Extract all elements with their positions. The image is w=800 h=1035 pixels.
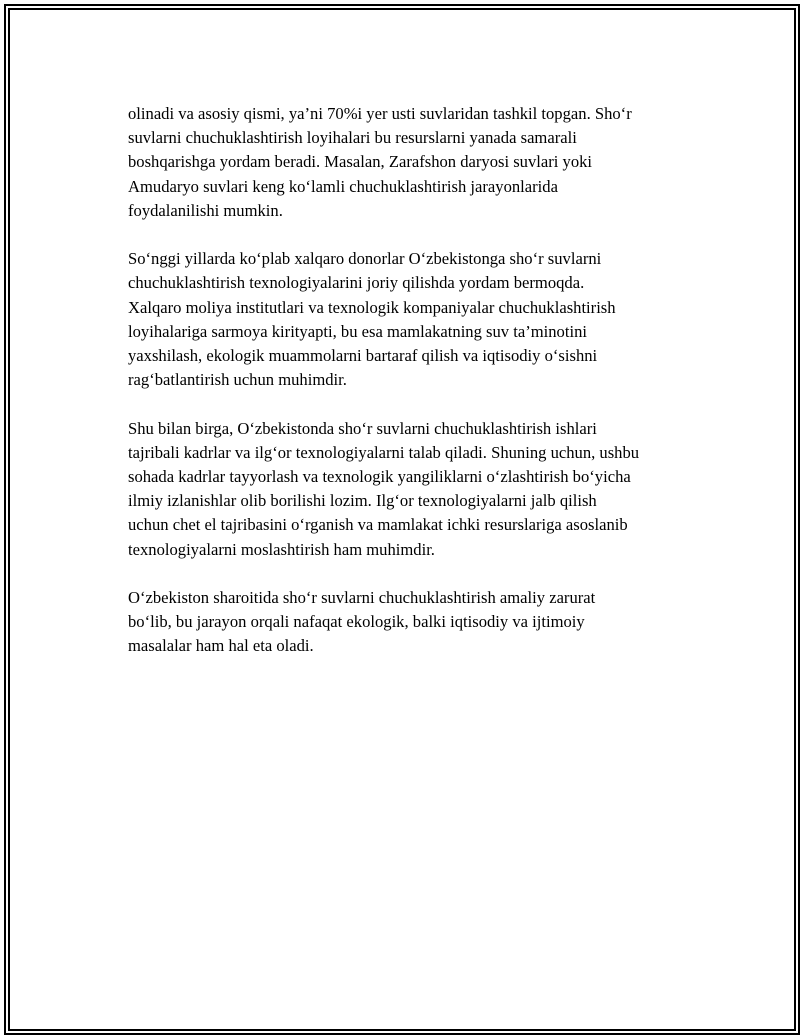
text-line: sohada kadrlar tayyorlash va texnologik yangiliklarni o‘zlashtirish bo‘yicha — [128, 467, 631, 487]
text-line: Shu bilan birga, O‘zbekistonda sho‘r suvlarni chuchuklashtirish ishlari — [128, 418, 597, 438]
page-frame — [4, 4, 800, 1035]
paragraph-1 — [128, 102, 698, 223]
text-line: texnologiyalarni moslashtirish ham muhimdir. — [128, 539, 435, 559]
text-line: bo‘lib, bu jarayon orqali nafaqat ekologik, balki iqtisodiy va ijtimoiy — [128, 612, 585, 632]
text-line: Xalqaro moliya institutlari va texnologik kompaniyalar chuchuklashtirish — [128, 297, 616, 317]
paragraph-3 — [128, 417, 698, 562]
text-line: Amudaryo suvlari keng ko‘lamli chuchuklashtirish jarayonlarida — [128, 176, 558, 196]
text-line: chuchuklashtirish texnologiyalarini joriy qilishda yordam bermoqda. — [128, 273, 585, 293]
paragraph-2 — [128, 247, 698, 392]
text-line: masalalar ham hal eta oladi. — [128, 636, 314, 656]
text-line: tajribali kadrlar va ilg‘or texnologiyalarni talab qiladi. Shuning uchun, ushbu — [128, 442, 640, 462]
document-body — [128, 102, 698, 683]
text-line: ilmiy izlanishlar olib borilishi lozim. Ilg‘or texnologiyalarni jalb qilish — [128, 491, 597, 511]
text-line: O‘zbekiston sharoitida sho‘r suvlarni chuchuklashtirish amaliy zarurat — [128, 588, 596, 608]
text-line: uchun chet el tajribasini o‘rganish va mamlakat ichki resurslariga asoslanib — [128, 515, 628, 535]
text-line: yaxshilash, ekologik muammolarni bartaraf qilish va iqtisodiy o‘sishni — [128, 346, 598, 366]
text-line: foydalanilishi mumkin. — [128, 200, 283, 220]
text-line: rag‘batlantirish uchun muhimdir. — [128, 370, 347, 390]
text-line: olinadi va asosiy qismi, ya’ni 70%i yer usti suvlaridan tashkil topgan. Sho‘r — [128, 104, 632, 123]
text-line: loyihalariga sarmoya kirityapti, bu esa mamlakatning suv ta’minotini — [128, 321, 587, 341]
paragraph-4 — [128, 586, 698, 659]
text-line: boshqarishga yordam beradi. Masalan, Zarafshon daryosi suvlari yoki — [128, 152, 593, 172]
text-line: suvlarni chuchuklashtirish loyihalari bu resurslarni yanada samarali — [128, 128, 577, 148]
text-line: So‘nggi yillarda ko‘plab xalqaro donorlar O‘zbekistonga sho‘r suvlarni — [128, 249, 602, 269]
